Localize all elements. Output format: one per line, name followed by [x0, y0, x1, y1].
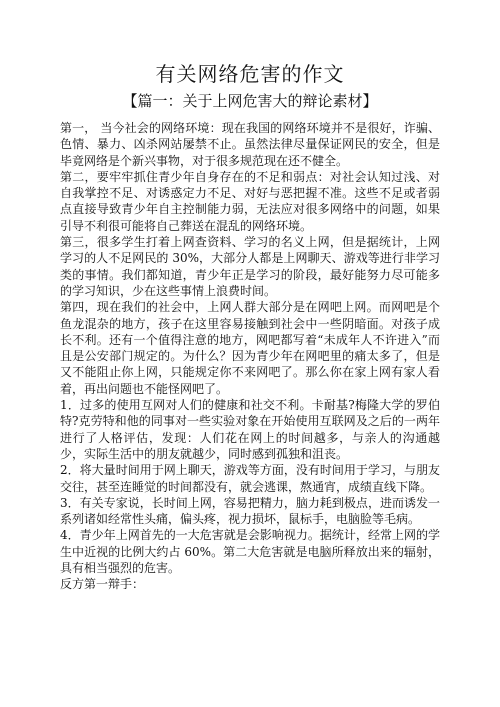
document-body [60, 120, 440, 593]
paragraph-3: 第三，很多学生打着上网查资料、学习的名义上网，但是据统计，上网学习的人不足网民的 30%，大部分人都是上网聊天、游戏等进行非学习类的事情。我们都知道，青少年正是学习的阶段，最好能努力尽可能多的学习知识，少在这些事情上浪费时间。 [60, 235, 440, 298]
document-title: 有关网络危害的作文 [155, 62, 345, 86]
paragraph-2: 第二，要牢牢抓住青少年自身存在的不足和弱点：对社会认知过浅、对自我掌控不足、对诱惑定力不足、对好与恶把握不准。这些不足或者弱点直接导致青少年自主控制能力弱，无法应对很多网络中的问题，如果引导不利很可能将自己葬送在混乱的网络环境。 [60, 169, 440, 233]
paragraph-6: 2．将大量时间用于网上聊天，游戏等方面，没有时间用于学习，与朋友交往，甚至连睡觉的时间都没有，就会逃课，熬通宵，成绩直线下降。 [60, 463, 440, 494]
paragraph-5: 1．过多的使用互网对人们的健康和社交不利。卡耐基?梅隆大学的罗伯特?克劳特和他的同事对一些实验对象在开始使用互联网及之后的一两年进行了人格评估，发现：人们花在网上的时间越多，与亲人的沟通越少，实际生活中的朋友就越少，同时感到孤独和沮丧。 [60, 398, 440, 461]
paragraph-1: 第一， 当今社会的网络环境：现在我国的网络环境并不是很好，诈骗、色情、暴力、凶杀网站屡禁不止。虽然法律尽量保证网民的安全，但是毕竟网络是个新兴事物，对于很多规范现在还不健全。 [60, 121, 440, 168]
paragraph-4: 第四，现在我们的社会中，上网人群大部分是在网吧上网。而网吧是个鱼龙混杂的地方，孩子在这里容易接触到社会中一些阴暗面。对孩子成长不利。还有一个值得注意的地方，网吧都写着“未成年人不许进入”而且是公安部门规定的。为什么？因为青少年在网吧里的痛太多了，但是又不能阻止你上网，只能规定你不来网吧了。那么你在家上网有家人看着，再出问题也不能怪网吧了。 [60, 300, 440, 396]
paragraph-9: 反方第一辩手： [60, 577, 145, 592]
paragraph-7: 3．有关专家说，长时间上网，容易把精力，脑力耗到极点，进而诱发一系列诸如经常性头痛，偏头疼，视力损坏，鼠标手，电脑脸等毛病。 [60, 495, 440, 527]
paragraph-8: 4．青少年上网首先的一大危害就是会影响视力。据统计，经常上网的学生中近视的比例大约占 60%。第二大危害就是电脑所释放出来的辐射，具有相当强烈的危害。 [60, 528, 440, 576]
section-heading: 【篇一：关于上网危害大的辩论素材】 [122, 92, 378, 110]
